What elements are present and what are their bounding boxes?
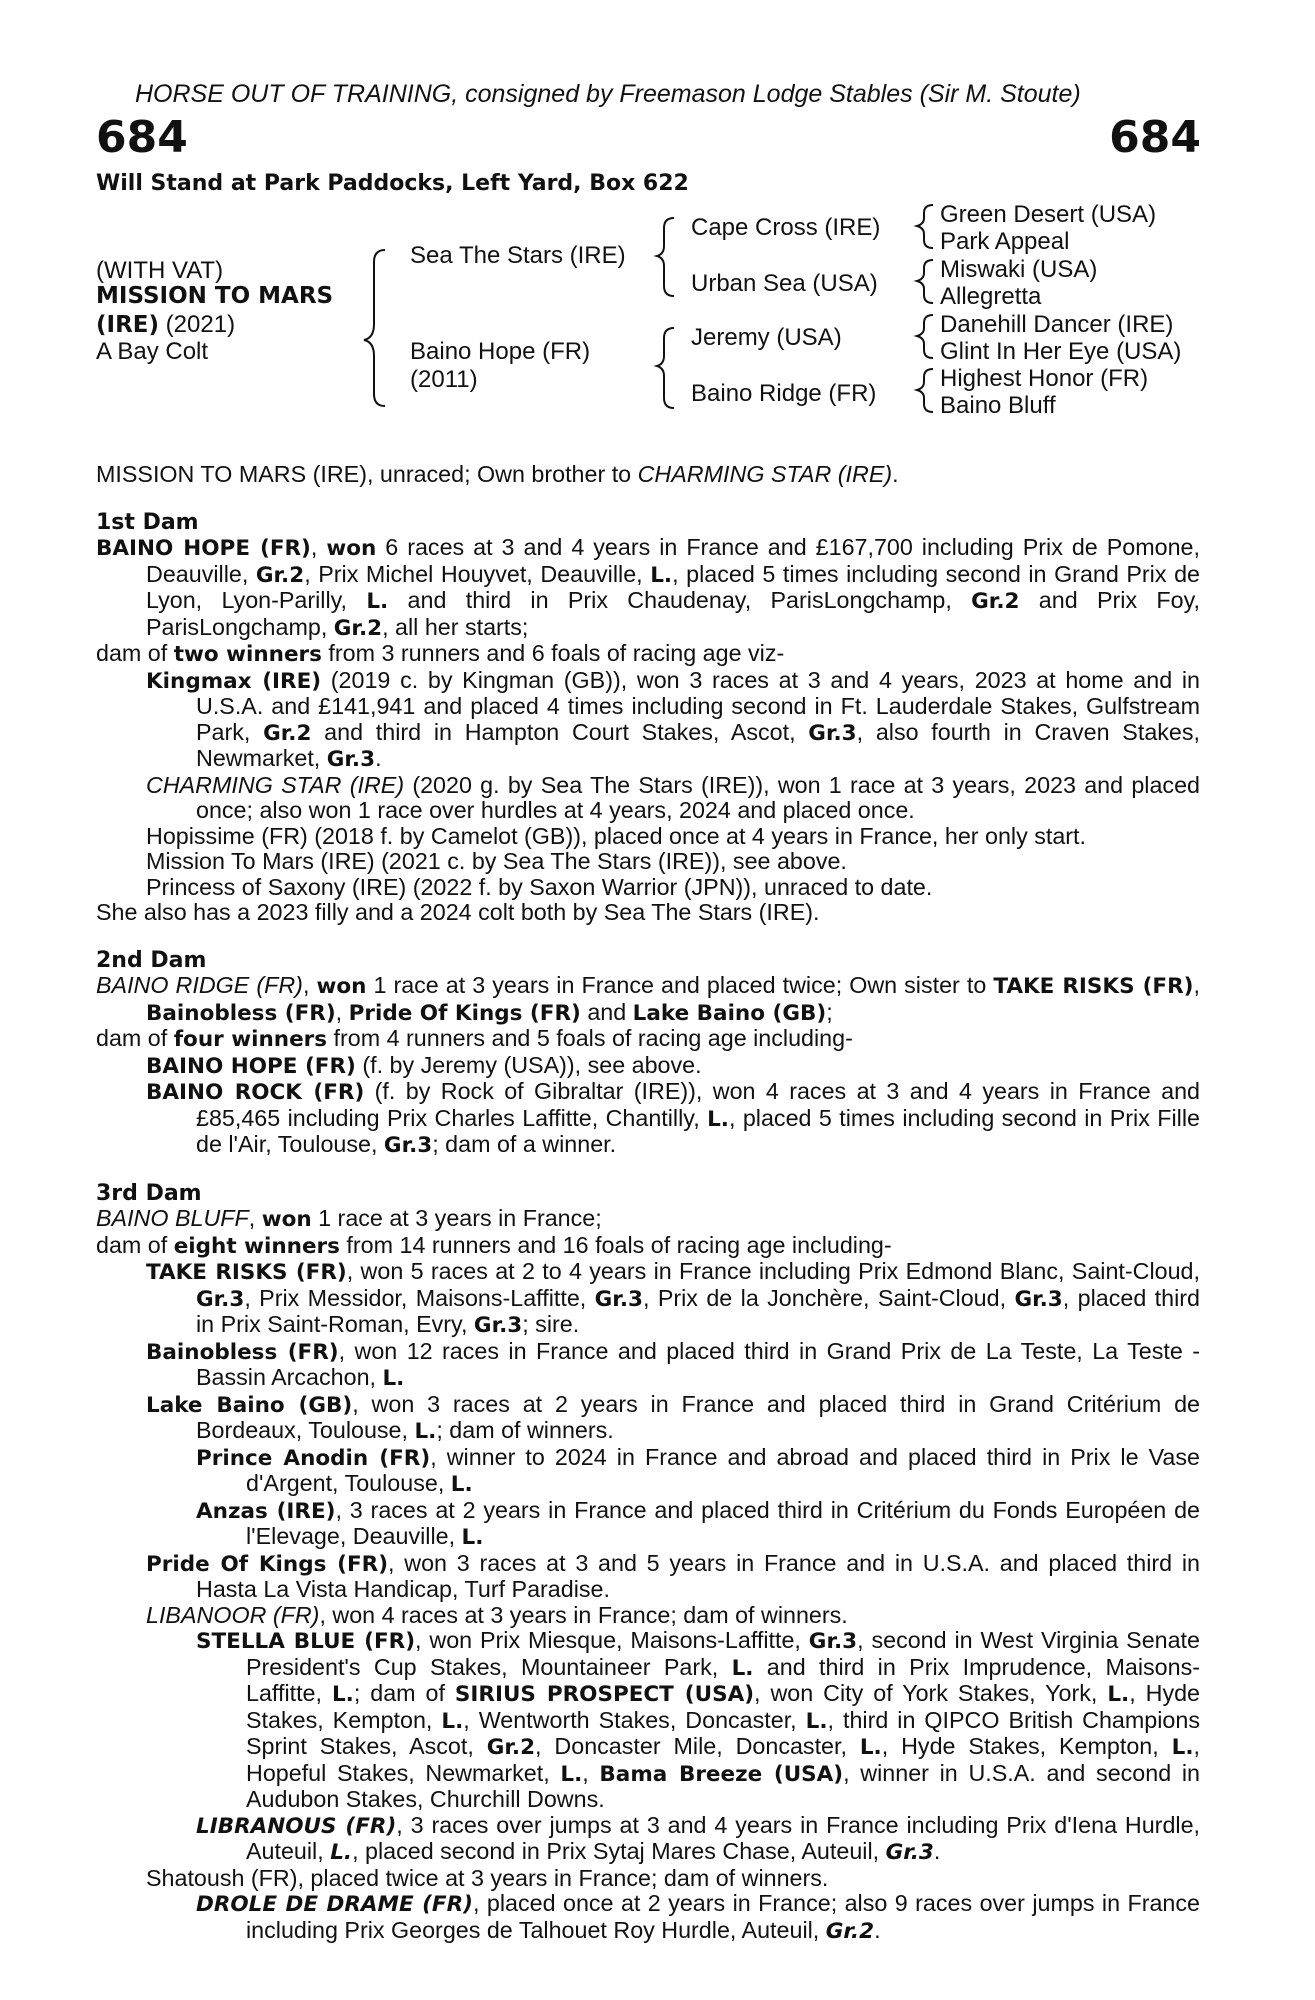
sire-name: Sea The Stars (IRE) — [410, 242, 626, 269]
pedigree-braces — [0, 0, 1315, 420]
produce-charming-star: CHARMING STAR (IRE) (2020 g. by Sea The Stars (IRE)), won 1 race at 3 years, 2023 and placed once; also won 1 race over hurdles at 4 years, 2024 and placed once. — [146, 771, 1200, 823]
lot-number-left: 684 — [96, 112, 188, 163]
second-dam-record: BAINO RIDGE (FR), won 1 race at 3 years in France and placed twice; Own sister to TAKE RISKS (FR), Bainobless (FR), Pride Of Kings (FR) and Lake Baino (GB); — [96, 972, 1200, 1026]
produce-drole-de-drame: DROLE DE DRAME (FR), placed once at 2 years in France; also 9 races over jumps in France including Prix Georges de Talhouet Roy Hurdle, Auteuil, Gr.2. — [196, 1890, 1200, 1944]
grand-4: Allegretta — [940, 283, 1042, 310]
first-dam-record: BAINO HOPE (FR), won 6 races at 3 and 4 years in France and £167,700 including Prix de Pomone, Deauville, Gr.2, Prix Michel Houyvet, Deauville, L., placed 5 times including second in Grand Prix de Lyon, Lyon-Parilly, L. and third in Prix Chaudenay, ParisLongchamp, Gr.2 and Prix Foy, ParisLongchamp, Gr.2, all her starts; — [96, 534, 1201, 641]
vat-label: (WITH VAT) — [96, 257, 224, 284]
produce-mission-to-mars: Mission To Mars (IRE) (2021 c. by Sea The Stars (IRE)), see above. — [146, 848, 847, 874]
third-dam-heading: 3rd Dam — [96, 1180, 202, 1206]
produce-baino-hope: BAINO HOPE (FR) (f. by Jeremy (USA)), see above. — [146, 1051, 702, 1079]
grand-1: Green Desert (USA) — [940, 201, 1157, 228]
grand-3: Miswaki (USA) — [940, 256, 1098, 283]
produce-stella-blue: STELLA BLUE (FR), won Prix Miesque, Maisons-Laffitte, Gr.3, second in West Virginia Senate President's Cup Stakes, Mountaineer Park, L. and third in Prix Imprudence, Maisons-Laffitte, L.; dam of SIRIUS PROSPECT (USA), won City of York Stakes, York, L., Hyde Stakes, Kempton, L., Wentworth Stakes, Doncaster, L., third in QIPCO British Champions Sprint Stakes, Ascot, Gr.2, Doncaster Mile, Doncaster, L., Hyde Stakes, Kempton, L., Hopeful Stakes, Newmarket, L., Bama Breeze (USA), winner in U.S.A. and second in Audubon Stakes, Churchill Downs. — [196, 1627, 1201, 1812]
produce-lake-baino: Lake Baino (GB), won 3 races at 2 years in France and placed third in Grand Critérium de Bordeaux, Toulouse, L.; dam of winners. — [146, 1390, 1200, 1444]
grand-7: Highest Honor (FR) — [940, 365, 1149, 392]
intro-line: MISSION TO MARS (IRE), unraced; Own brother to CHARMING STAR (IRE). — [96, 461, 899, 487]
produce-princess-of-saxony: Princess of Saxony (IRE) (2022 f. by Saxon Warrior (JPN)), unraced to date. — [146, 873, 933, 900]
second-dam-heading: 2nd Dam — [96, 947, 207, 973]
produce-bainobless: Bainobless (FR), won 12 races in France and placed third in Grand Prix de La Teste, La Teste - Bassin Arcachon, L. — [146, 1337, 1200, 1391]
grand-5: Danehill Dancer (IRE) — [940, 311, 1174, 338]
lot-number-right: 684 — [1109, 112, 1201, 163]
produce-kingmax: Kingmax (IRE) (2019 c. by Kingman (GB)), won 3 races at 3 and 4 years, 2023 at home and in U.S.A. and £141,941 and placed 4 times including second in Ft. Lauderdale Stakes, Gulfstream Park, Gr.2 and third in Hampton Court Stakes, Ascot, Gr.3, also fourth in Craven Stakes, Newmarket, Gr.3. — [146, 666, 1201, 772]
produce-take-risks: TAKE RISKS (FR), won 5 races at 2 to 4 years in France including Prix Edmond Blanc, Saint-Cloud, Gr.3, Prix Messidor, Maisons-Laffitte, Gr.3, Prix de la Jonchère, Saint-Cloud, Gr.3, placed third in Prix Saint-Roman, Evry, Gr.3; sire. — [146, 1258, 1200, 1338]
produce-libanoor: LIBANOOR (FR), won 4 races at 3 years in France; dam of winners. — [146, 1601, 848, 1628]
dam-sire: Jeremy (USA) — [691, 324, 842, 351]
grand-6: Glint In Her Eye (USA) — [940, 338, 1182, 365]
second-dam-produce-summary: dam of four winners from 4 runners and 5 foals of racing age including- — [96, 1025, 853, 1052]
produce-anzas: Anzas (IRE), 3 races at 2 years in France and placed third in Critérium du Fonds Européen de l'Elevage, Deauville, L. — [196, 1496, 1200, 1550]
horse-name: MISSION TO MARS — [96, 283, 334, 309]
dam-year: (2011) — [410, 366, 478, 393]
grand-2: Park Appeal — [940, 228, 1070, 255]
produce-hopissime: Hopissime (FR) (2018 f. by Camelot (GB)), placed once at 4 years in France, her only start. — [146, 822, 1086, 849]
third-dam-produce-summary: dam of eight winners from 14 runners and 16 foals of racing age including- — [96, 1231, 892, 1259]
first-dam-heading: 1st Dam — [96, 509, 199, 535]
pedigree-notes — [96, 462, 1200, 1944]
sire-dam: Urban Sea (USA) — [691, 270, 878, 297]
produce-pride-of-kings: Pride Of Kings (FR), won 3 races at 3 and 5 years in France and in U.S.A. and placed third in Hasta La Vista Handicap, Turf Paradise. — [146, 1549, 1200, 1602]
produce-shatoush: Shatoush (FR), placed twice at 3 years in France; dam of winners. — [146, 1864, 829, 1891]
first-dam-also-note: She also has a 2023 filly and a 2024 colt both by Sea The Stars (IRE). — [96, 899, 820, 925]
dam-dam: Baino Ridge (FR) — [691, 380, 877, 407]
horse-name-suffix: (IRE) (2021) — [96, 311, 236, 338]
produce-baino-rock: BAINO ROCK (FR) (f. by Rock of Gibraltar (IRE)), won 4 races at 3 and 4 years in France and £85,465 including Prix Charles Laffitte, Chantilly, L., placed 5 times including second in Prix Fille de l'Air, Toulouse, Gr.3; dam of a winner. — [146, 1078, 1200, 1158]
produce-prince-anodin: Prince Anodin (FR), winner to 2024 in France and abroad and placed third in Prix le Vase d'Argent, Toulouse, L. — [196, 1443, 1200, 1497]
dam-name: Baino Hope (FR) — [410, 338, 591, 365]
consignor-line: HORSE OUT OF TRAINING, consigned by Freemason Lodge Stables (Sir M. Stoute) — [135, 80, 1081, 108]
first-dam-produce-summary: dam of two winners from 3 runners and 6 foals of racing age viz- — [96, 640, 785, 667]
horse-description: A Bay Colt — [96, 338, 209, 365]
sire-sire: Cape Cross (IRE) — [691, 214, 881, 241]
produce-libranous: LIBRANOUS (FR), 3 races over jumps at 3 and 4 years in France including Prix d'Iena Hurdle, Auteuil, L., placed second in Prix Sytaj Mares Chase, Auteuil, Gr.3. — [196, 1811, 1200, 1865]
grand-8: Baino Bluff — [940, 392, 1056, 419]
third-dam-record: BAINO BLUFF, won 1 race at 3 years in France; — [96, 1205, 602, 1232]
stand-location: Will Stand at Park Paddocks, Left Yard, Box 622 — [96, 171, 689, 196]
